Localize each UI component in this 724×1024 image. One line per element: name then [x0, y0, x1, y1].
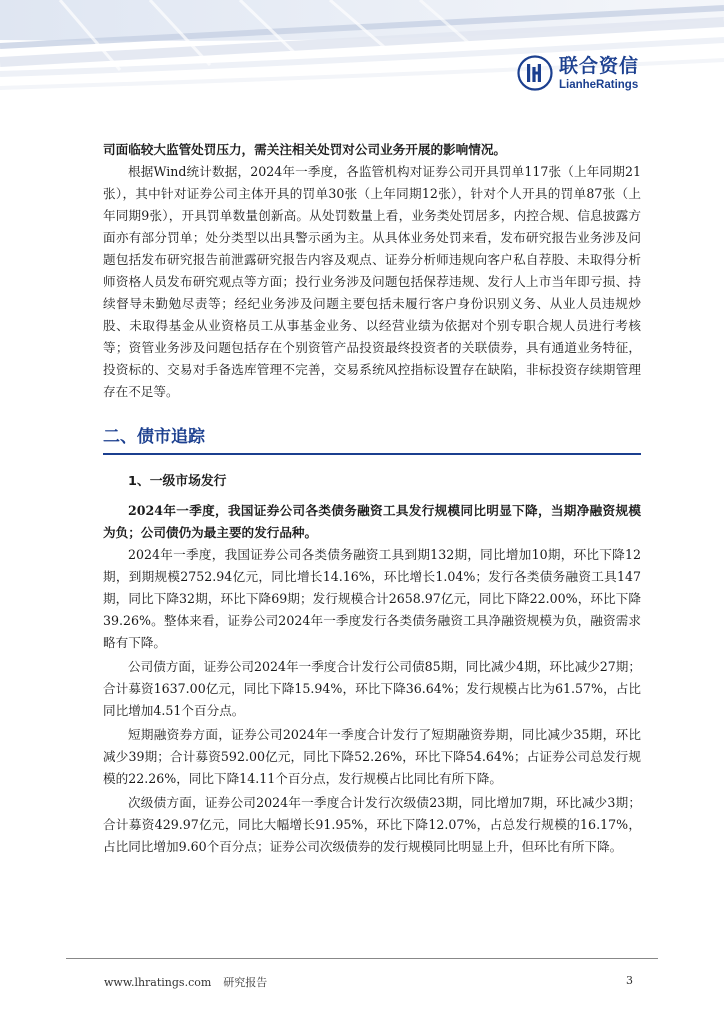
- brand-name-cn: 联合资信: [559, 55, 640, 77]
- lianhe-logo-icon: [517, 55, 553, 91]
- penalties-paragraph: 根据Wind统计数据，2024年一季度，各监管机构对证券公司开具罚单117张（上年同期21张），其中针对证券公司主体开具的罚单30张（上年同期12张），针对个人开具的罚单87张（上年同期9张），开具罚单数量创新高。从处罚数量上看，业务类处罚居多，内控合规、信息披露方面亦有部分罚单；处分类型以出具警示函为主。从具体业务处罚来看，发布研究报告业务涉及问题包括发布研究报告前泄露研究报告内容及观点、证券分析师违规向客户私自荐股、未取得分析师资格人员发布研究观点等方面；投行业务涉及问题包括保荐违规、发行人上市当年即亏损、持续督导未勤勉尽责等；经纪业务涉及问题主要包括未履行客户身份识别义务、从业人员违规炒股、未取得基金从业资格员工从事基金业务、以经营业绩为依据对个别专职合规人员进行考核等；资管业务涉及问题包括存在个别资管产品投资最终投资者的关联债券，具有通道业务特征，投资标的、交易对手备选库管理不完善，交易系统风控指标设置存在缺陷，非标投资存续期管理存在不足等。: [103, 164, 641, 399]
- corporate-bond-paragraph: 公司债方面，证券公司2024年一季度合计发行公司债85期，同比减少4期，环比减少27期；合计募资1637.00亿元，同比下降15.94%，环比下降36.64%；发行规模占比为61.57%，占比同比增加4.51个百分点。: [103, 659, 641, 718]
- section-title: 二、债市追踪: [103, 427, 205, 447]
- brand-logo: [517, 55, 677, 95]
- overall-issuance-paragraph: 2024年一季度，我国证券公司各类债务融资工具到期132期，同比增加10期，环比下降12期，到期规模2752.94亿元，同比增长14.16%，环比增长1.04%；发行各类债务融资工具147期，同比下降32期，环比下降69期；发行规模合计2658.97亿元，同比下降22.00%，环比下降39.26%。整体来看，证券公司2024年一季度发行各类债务融资工具净融资规模为负，融资需求略有下降。: [103, 547, 641, 650]
- subordinated-bond-paragraph: 次级债方面，证券公司2024年一季度合计发行次级债23期，同比增加7期，环比减少3期；合计募资429.97亿元，同比大幅增长91.95%，环比下降12.07%，占总发行规模的16.17%，占比同比增加9.60个百分点；证券公司次级债券的发行规模同比明显上升，但环比有所下降。: [103, 795, 641, 854]
- subsection-title: 1、一级市场发行: [128, 474, 227, 489]
- key-finding-paragraph: 2024年一季度，我国证券公司各类债务融资工具发行规模同比明显下降，当期净融资规模为负；公司债仍为最主要的发行品种。: [103, 503, 641, 540]
- report-content: [103, 139, 641, 858]
- section-divider: [103, 453, 641, 455]
- footer-website: www.lhratings.com: [104, 976, 212, 989]
- brand-name-en: LianheRatings: [559, 79, 639, 91]
- footer-doc-type: 研究报告: [223, 976, 268, 989]
- page-number: 3: [626, 974, 633, 987]
- short-term-paragraph: 短期融资券方面，证券公司2024年一季度合计发行了短期融资券期，同比减少35期，环比减少39期；合计募资592.00亿元，同比下降52.26%，环比下降54.64%；占证券公司总发行规模的22.26%，同比下降14.11个百分点，发行规模占比同比有所下降。: [103, 727, 641, 786]
- footer-divider: [66, 958, 658, 959]
- footer-info: [104, 974, 279, 990]
- continued-paragraph: 司面临较大监管处罚压力，需关注相关处罚对公司业务开展的影响情况。: [103, 142, 506, 157]
